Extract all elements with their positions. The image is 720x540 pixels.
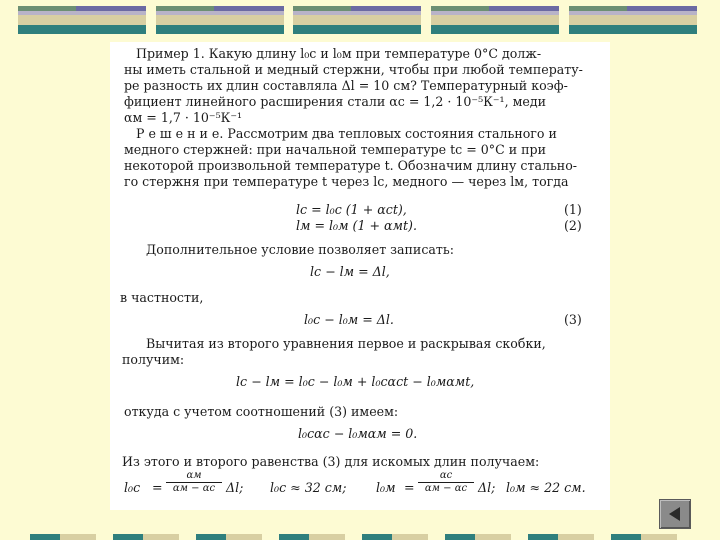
text-line: го стержня при температуре t через lс, медного — через lм, тогда <box>124 174 569 189</box>
fraction-1-num: αм <box>166 470 222 483</box>
header-block <box>431 6 559 34</box>
text-line: Пример 1. Какую длину l₀с и l₀м при температуре 0°С долж- <box>136 46 542 61</box>
answer-l0m: l₀м <box>376 480 396 495</box>
answer-eq-sign: = <box>152 480 163 495</box>
back-button[interactable] <box>659 499 691 529</box>
header-block <box>156 6 284 34</box>
equation-3: l₀с − l₀м = Δl. <box>304 312 394 327</box>
answer-eq-sign: = <box>404 480 415 495</box>
header-block <box>569 6 697 34</box>
scanned-page <box>110 42 610 510</box>
header-block <box>18 6 146 34</box>
text-line: ре разность их длин составляла Δl = 10 см? Температурный коэф- <box>124 78 568 93</box>
equation-delta: lс − lм = Δl, <box>310 264 390 279</box>
text-line: фициент линейного расширения стали αс = 1,2 · 10⁻⁵К⁻¹, меди <box>124 94 546 109</box>
fraction-1-den: αм − αс <box>172 483 216 494</box>
text-line: медного стержней: при начальной температуре tс = 0°С и при <box>124 142 546 157</box>
text-line: ны иметь стальной и медный стержни, чтобы при любой температу- <box>124 62 583 77</box>
equation-expanded: lс − lм = l₀с − l₀м + l₀сαсt − l₀мαмt, <box>236 374 475 389</box>
fraction-1 <box>166 470 222 495</box>
fraction-2-num: αс <box>418 470 474 483</box>
fraction-2 <box>418 470 474 495</box>
back-triangle-icon <box>666 505 684 523</box>
answer-l0c: l₀с <box>124 480 141 495</box>
answer-dl-2: Δl; <box>478 480 496 495</box>
answer-m-value: l₀м ≈ 22 см. <box>506 480 586 495</box>
equation-2-number: (2) <box>564 218 582 233</box>
text-line: Вычитая из второго уравнения первое и раскрывая скобки, <box>146 336 546 351</box>
equation-2: lм = l₀м (1 + αмt). <box>296 218 417 233</box>
answer-c-value: l₀с ≈ 32 см; <box>270 480 347 495</box>
text-line: некоторой произвольной температуре t. Обозначим длину стально- <box>124 158 578 173</box>
answer-dl-1: Δl; <box>226 480 244 495</box>
answer-row <box>122 470 602 504</box>
equation-1: lс = l₀с (1 + αсt), <box>296 202 407 217</box>
text-line: получим: <box>122 352 185 367</box>
text-line: Р е ш е н и е. Рассмотрим два тепловых состояния стального и <box>136 126 557 141</box>
text-line: Из этого и второго равенства (3) для искомых длин получаем: <box>122 454 540 469</box>
text-line: Дополнительное условие позволяет записать: <box>146 242 454 257</box>
fraction-2-den: αм − αс <box>424 483 468 494</box>
text-line: в частности, <box>120 290 204 305</box>
equation-zero: l₀сαс − l₀мαм = 0. <box>298 426 418 441</box>
text-line: αм = 1,7 · 10⁻⁵К⁻¹ <box>124 110 243 125</box>
equation-1-number: (1) <box>564 202 582 217</box>
text-line: откуда с учетом соотношений (3) имеем: <box>124 404 399 419</box>
header-block <box>293 6 421 34</box>
equation-3-number: (3) <box>564 312 582 327</box>
